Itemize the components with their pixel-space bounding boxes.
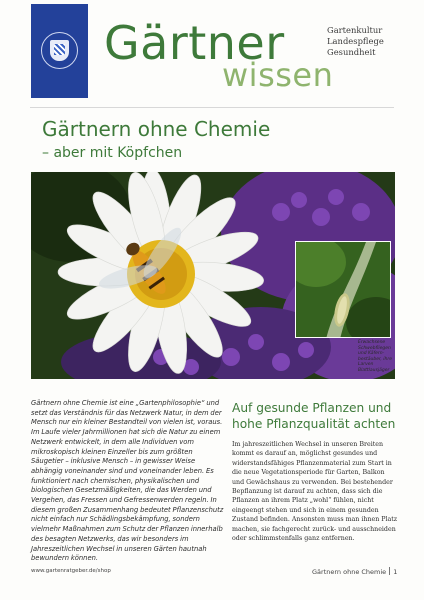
tagline: Gartenkultur xyxy=(327,25,383,35)
tagline: Landespflege xyxy=(327,36,384,46)
magazine-title-line2: wissen xyxy=(222,56,334,94)
footer-section-name: Gärtnern ohne Chemie xyxy=(312,568,387,576)
footer-page-info xyxy=(312,567,397,576)
article-subtitle: – aber mit Köpfchen xyxy=(42,145,183,161)
article-title: Gärtnern ohne Chemie xyxy=(42,117,271,141)
page-number: 1 xyxy=(393,568,398,576)
section-paragraph: Im jahreszeitlichen Wechsel in unseren Breiten kommt es darauf an, möglichst gesundes und widerstandsfähiges Pflanzenmaterial zum Start in die neue Vegetationsperiode für Garten, Balkon und Gewächshaus zu verwenden. Bei bestehender Bepflanzung ist darauf zu achten, dass sich die Pflanzen an ihrem Platz „wohl“ fühlen, nicht eingeengt stehen und sich in einem gesunden Zustand befinden. Ansonsten muss man ihnen Platz machen, sie fachgerecht zurück- und ausschneiden oder schlimmstenfalls ganz entfernen. xyxy=(232,441,398,543)
taglines xyxy=(327,25,384,58)
photo-caption: Erwachsene Schwebfliegen und Käfern-bestäuber, ihre Larven Blattlausjäger xyxy=(358,340,392,373)
header-divider xyxy=(30,107,394,108)
inset-photo xyxy=(295,241,391,338)
section-body xyxy=(232,440,398,543)
coat-of-arms-icon xyxy=(50,40,69,61)
larva-photo-illustration xyxy=(296,242,391,338)
section-heading: Auf gesunde Pflanzen und hohe Pflanzqualität achten xyxy=(232,401,396,431)
footer-separator xyxy=(389,567,390,575)
footer-url[interactable]: www.gartenratgeber.de/shop xyxy=(31,568,111,574)
association-logo xyxy=(31,4,88,98)
tagline: Gesundheit xyxy=(327,47,376,57)
magazine-title-line1: Gärtner xyxy=(104,16,285,70)
intro-paragraph: Gärtnern ohne Chemie ist eine „Gartenphilosophie“ und setzt das Verständnis für das Netzwerk Natur, in dem der Mensch nur ein kleiner Bestandteil von vielen ist, voraus. Im Laufe vieler Jahrmillionen hat sich die Natur zu einem Netzwerk entwickelt, in dem alle Individuen vom mikroskopisch kleinen Einzeller bis zum größten Säugetier – inklusive Mensch – in gewisser Weise abhängig voneinander sind und voneinander leben. Es funktioniert nach chemischen, physikalischen und biologischen Gesetzmäßigkeiten, die das Werden und Vergehen, das Fressen und Gefressenwerden regeln. In diesem großen Zusammenhang bedeutet Pflanzenschutz nicht einfach nur Schädlingsbekämpfung, sondern vielmehr Maßnahmen zum Schutz der Pflanzen innerhalb des besagten Netzwerks, das wir besonders im Jahreszeitlichen Wechsel in unseren Gärten hautnah bewundern können. xyxy=(31,399,224,563)
